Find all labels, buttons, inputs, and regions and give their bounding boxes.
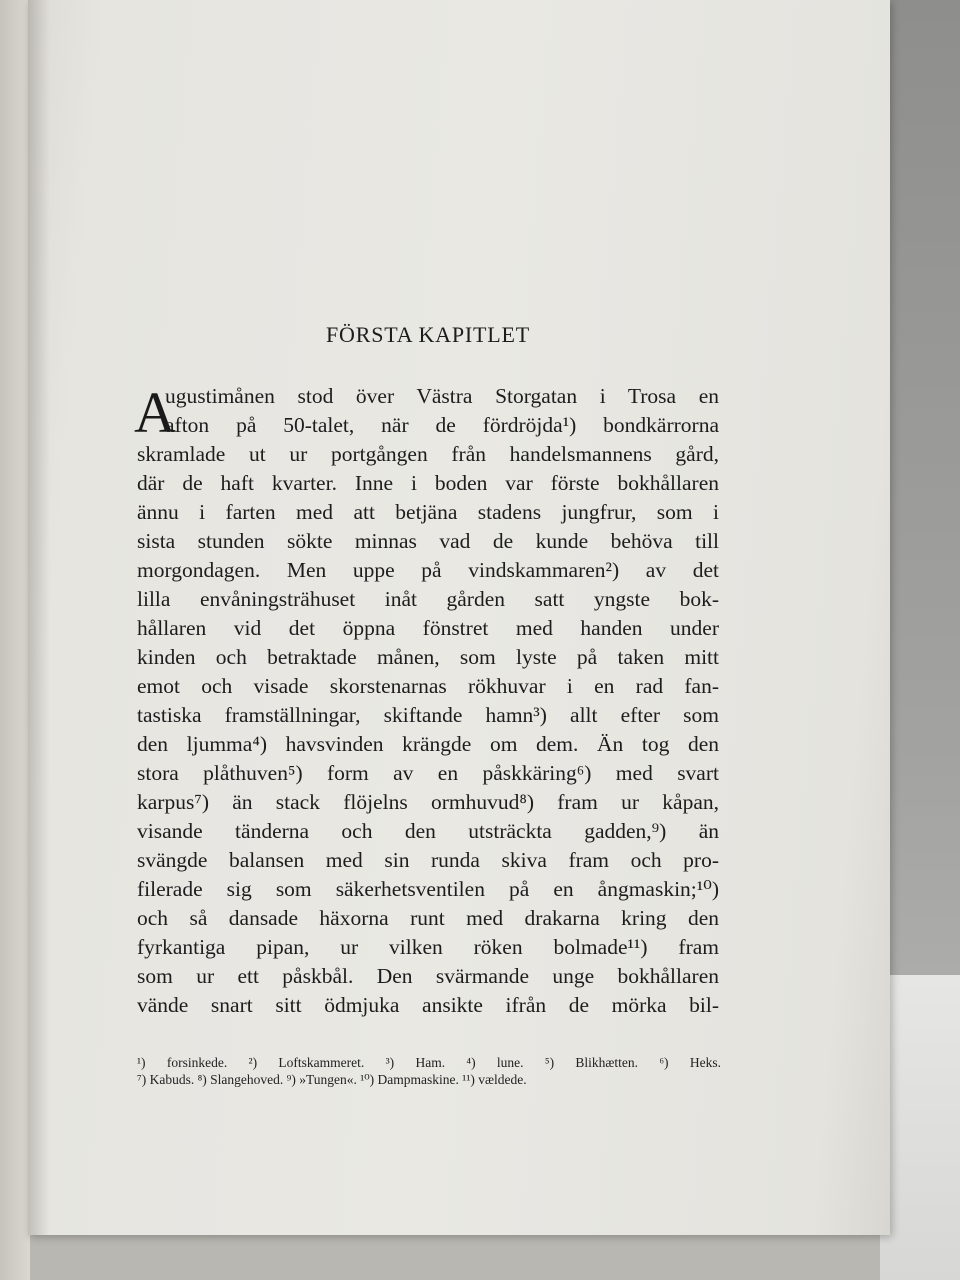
body-text — [137, 382, 719, 1020]
body-line: där de haft kvarter. Inne i boden var förste bokhållaren — [137, 471, 719, 495]
body-line: karpus⁷) än stack flöjelns ormhuvud⁸) fram ur kåpan, — [137, 790, 719, 814]
footnotes — [137, 1054, 721, 1088]
body-line: ugustimånen stod över Västra Storgatan i Trosa en — [165, 384, 719, 408]
body-line: fyrkantiga pipan, ur vilken röken bolmade¹¹) fram — [137, 935, 719, 959]
body-line: ännu i farten med att betjäna stadens jungfrur, som i — [137, 500, 719, 524]
body-line: morgondagen. Men uppe på vindskammaren²) av det — [137, 558, 719, 582]
body-line: filerade sig som säkerhetsventilen på en ångmaskin;¹⁰) — [137, 877, 719, 901]
chapter-title: FÖRSTA KAPITLET — [326, 322, 530, 347]
body-line: kinden och betraktade månen, som lyste på taken mitt — [137, 645, 719, 669]
body-line: vände snart sitt ödmjuka ansikte ifrån de mörka bil- — [137, 993, 719, 1017]
body-line: svängde balansen med sin runda skiva fram och pro- — [137, 848, 719, 872]
body-line: stora plåthuven⁵) form av en påskkäring⁶) med svart — [137, 761, 719, 785]
body-line: sista stunden sökte minnas vad de kunde behöva till — [137, 529, 719, 553]
gutter-shadow — [28, 0, 50, 1235]
body-line: tastiska framställningar, skiftande hamn³) allt efter som — [137, 703, 719, 727]
body-line: som ur ett påskbål. Den svärmande unge bokhållaren — [137, 964, 719, 988]
drop-cap: A — [134, 380, 176, 445]
body-line: afton på 50-talet, när de fördröjda¹) bondkärrorna — [165, 413, 719, 437]
body-line: och så dansade häxorna runt med drakarna kring den — [137, 906, 719, 930]
footnote-line: ¹) forsinkede. ²) Loftskammeret. ³) Ham. ⁴) lune. ⁵) Blikhætten. ⁶) Heks. — [137, 1055, 721, 1070]
body-line: emot och visade skorstenarnas rökhuvar i en rad fan- — [137, 674, 719, 698]
body-line: skramlade ut ur portgången från handelsmannens gård, — [137, 442, 719, 466]
body-line: lilla envåningsträhuset inåt gården satt yngste bok- — [137, 587, 719, 611]
body-line: hållaren vid det öppna fönstret med handen under — [137, 616, 719, 640]
body-line: visande tänderna och den utsträckta gadden,⁹) än — [137, 819, 719, 843]
footnote-line: ⁷) Kabuds. ⁸) Slangehoved. ⁹) »Tungen«. ¹⁰) Dampmaskine. ¹¹) vældede. — [137, 1072, 527, 1087]
body-line: den ljumma⁴) havsvinden krängde om dem. Än tog den — [137, 732, 719, 756]
